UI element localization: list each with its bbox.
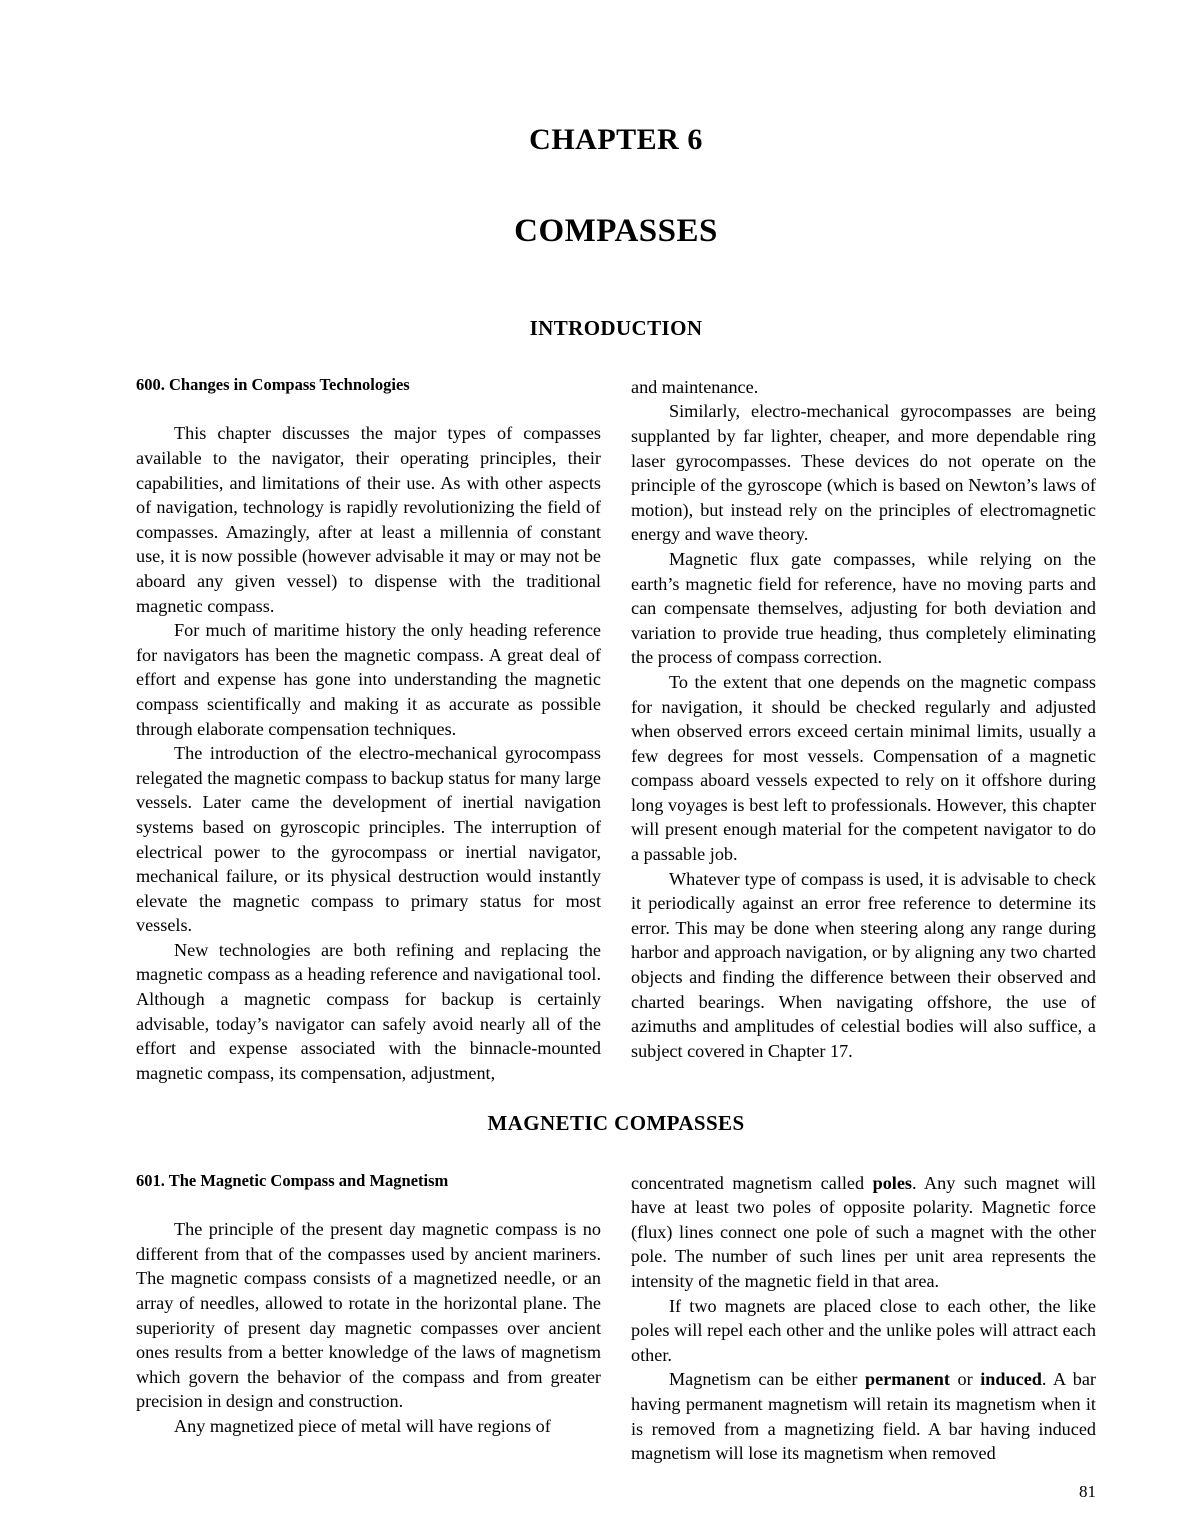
- left-column-introduction: [136, 375, 601, 1086]
- section-banner-magnetic-compasses: MAGNETIC COMPASSES: [487, 1111, 745, 1136]
- chapter-title: COMPASSES: [514, 213, 718, 249]
- page-content: [136, 0, 1096, 1466]
- paragraph: For much of maritime history the only heading reference for navigators has been the magnetic compass. A great deal of effort and expense has gone into understanding the magnetic compass scientifically and making it as accurate as possible through elaborate compensation techniques.: [136, 620, 601, 739]
- paragraph: Whatever type of compass is used, it is advisable to check it periodically against an error free reference to determine its error. This may be done when steering along any range during harbor and approach navigation, or by aligning any two charted objects and finding the difference between their observed and charted bearings. When navigating offshore, the use of azimuths and amplitudes of celestial bodies will also suffice, a subject covered in Chapter 17.: [631, 868, 1096, 1061]
- paragraph: Magnetic flux gate compasses, while relying on the earth’s magnetic field for reference, have no moving parts and can compensate themselves, adjusting for both deviation and variation to provide true heading, thus completely eliminating the process of compass correction.: [631, 548, 1096, 668]
- section-columns-introduction: [136, 375, 1096, 1086]
- spacer: [136, 395, 601, 421]
- paragraph: The principle of the present day magnetic compass is no different from that of the compasses used by ancient mariners. The magnetic compass consists of a magnetized needle, or an array of needles, allowed to rotate in the horizontal plane. The superiority of present day magnetic compasses over ancient ones results from a better knowledge of the laws of magnetism which govern the behavior of the compass and from greater precision in design and construction.: [136, 1219, 601, 1412]
- paragraph: New technologies are both refining and replacing the magnetic compass as a heading reference and navigational tool. Although a magnetic compass for backup is certainly advisable, today’s navigator can safely avoid nearly all of the effort and expense associated with the binnacle-mounted magnetic compass, its compensation, adjustment,: [136, 939, 601, 1083]
- paragraph: To the extent that one depends on the magnetic compass for navigation, it should be checked regularly and adjusted when observed errors exceed certain minimal limits, usually a few degrees for most vessels. Compensation of a magnetic compass aboard vessels expected to rely on it offshore during long voyages is best left to professionals. However, this chapter will present enough material for the competent navigator to do a passable job.: [631, 671, 1096, 865]
- section-columns-magnetic-compasses: [136, 1171, 1096, 1466]
- spacer: [136, 1191, 601, 1217]
- spacer: [136, 1137, 1096, 1171]
- section-banner-introduction: INTRODUCTION: [529, 315, 703, 340]
- paragraph: If two magnets are placed close to each other, the like poles will repel each other and the unlike poles will attract each other.: [631, 1295, 1096, 1365]
- page-number: 81: [1079, 1482, 1096, 1501]
- chapter-number: CHAPTER 6: [529, 123, 703, 156]
- right-column-introduction: [631, 375, 1096, 1086]
- paragraph: The introduction of the electro-mechanical gyrocompass relegated the magnetic compass to backup status for many large vessels. Later came the development of inertial navigation systems based on gyroscopic principles. The interruption of electrical power to the gyrocompass or inertial navigator, mechanical failure, or its physical destruction would instantly elevate the magnetic compass to primary status for most vessels.: [136, 743, 601, 936]
- left-column-magnetic-compasses: [136, 1171, 601, 1466]
- paragraph-continuation: and maintenance.: [631, 376, 759, 397]
- paragraph-continuation: concentrated magnetism called poles. Any such magnet will have at least two poles of opposite polarity. Magnetic force (flux) lines connect one pole of such a magnet with the other pole. The number of such lines per unit area represents the intensity of the magnetic field in that area.: [631, 1172, 1096, 1291]
- spacer: [136, 341, 1096, 375]
- subsection-heading-601: 601. The Magnetic Compass and Magnetism: [136, 1170, 449, 1190]
- paragraph: Any magnetized piece of metal will have regions of: [174, 1416, 551, 1436]
- right-column-magnetic-compasses: [631, 1171, 1096, 1466]
- subsection-heading-600: 600. Changes in Compass Technologies: [136, 374, 410, 394]
- paragraph: Similarly, electro-mechanical gyrocompasses are being supplanted by far lighter, cheaper, and more dependable ring laser gyrocompasses. These devices do not operate on the principle of the gyroscope (which is based on Newton’s laws of motion), but instead rely on the principles of electromagnetic energy and wave theory.: [631, 401, 1096, 545]
- paragraph: Magnetism can be either permanent or induced. A bar having permanent magnetism will retain its magnetism when it is removed from a magnetizing field. A bar having induced magnetism will lose its magnetism when removed: [631, 1369, 1096, 1464]
- paragraph: This chapter discusses the major types of compasses available to the navigator, their operating principles, their capabilities, and limitations of their use. As with other aspects of navigation, technology is rapidly revolutionizing the field of compasses. Amazingly, after at least a millennia of constant use, it is now possible (however advisable it may or may not be aboard any given vessel) to dispense with the traditional magnetic compass.: [136, 423, 601, 616]
